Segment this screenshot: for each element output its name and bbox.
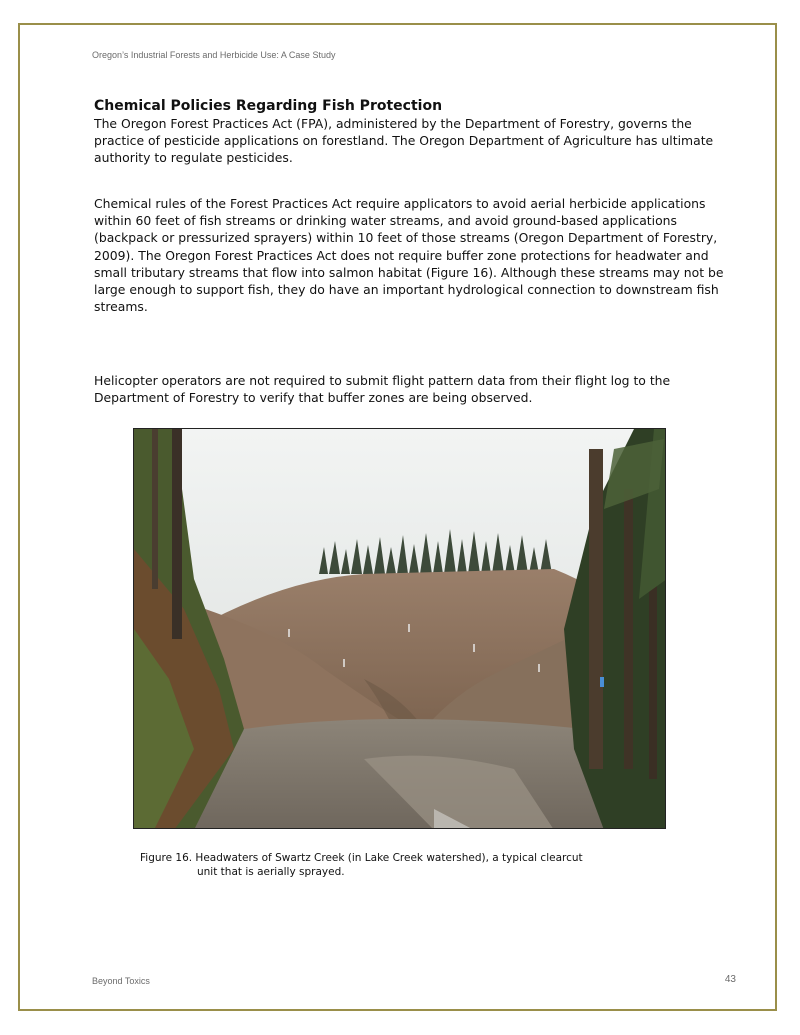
figure-16-photo: [133, 428, 666, 829]
figure-caption: [140, 851, 720, 879]
figure-caption-line-2: unit that is aerially sprayed.: [197, 866, 345, 878]
page-number: 43: [724, 974, 736, 985]
paragraph-chemical-rules: Chemical rules of the Forest Practices Act require applicators to avoid aerial herbicide applications within 60 feet of fish streams or drinking water streams, and avoid ground-based applications (backpack or pressurized sprayers) within 10 feet of those streams (Oregon Department of Forestry, 2009). The Oregon Forest Practices Act does not require buffer zone protections for headwater and small tributary streams that flow into salmon habitat (Figure 16). Although these streams may not be large enough to support fish, they do have an important hydrological connection to downstream fish streams.: [94, 196, 724, 315]
footer-organization: Beyond Toxics: [92, 976, 150, 986]
paragraph-helicopter-operators: Helicopter operators are not required to submit flight pattern data from their flight log to the Department of Forestry to verify that buffer zones are being observed.: [94, 373, 671, 406]
running-header: Oregon’s Industrial Forests and Herbicide Use: A Case Study: [92, 50, 336, 60]
paragraph-fpa-overview: The Oregon Forest Practices Act (FPA), administered by the Department of Forestry, governs the practice of pesticide applications on forestland. The Oregon Department of Agriculture has ultimate authority to regulate pesticides.: [94, 116, 714, 166]
section-title: Chemical Policies Regarding Fish Protection: [94, 98, 443, 114]
figure-caption-line-1: Figure 16. Headwaters of Swartz Creek (in Lake Creek watershed), a typical clearcut: [140, 852, 583, 864]
